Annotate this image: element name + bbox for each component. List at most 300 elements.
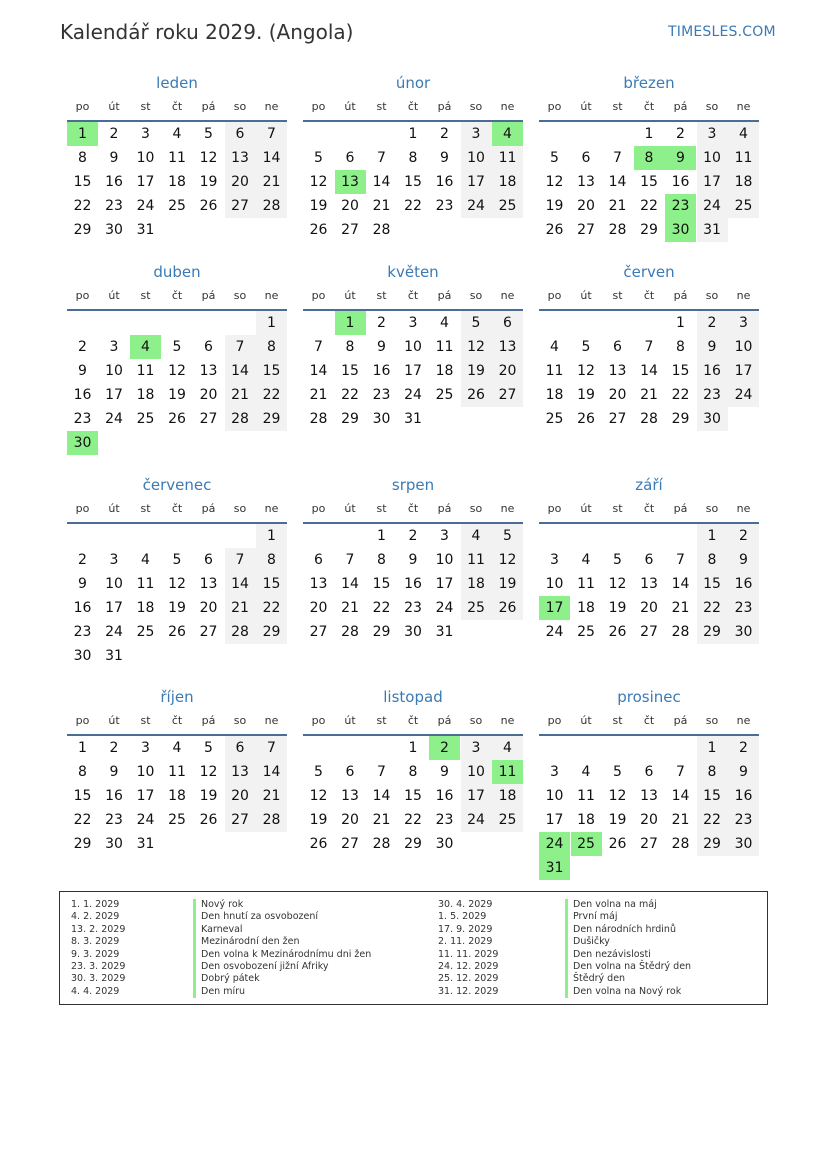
day-cell: 17 (728, 359, 759, 383)
weekday-label: pá (437, 100, 452, 113)
day-cell: 28 (225, 620, 256, 644)
day-cell: 12 (492, 548, 523, 572)
holiday-day-cell: 17 (539, 596, 570, 620)
day-cell: 2 (109, 740, 119, 756)
day-cell: 24 (136, 198, 155, 214)
day-cell: 6 (345, 150, 355, 166)
day-cell: 21 (671, 600, 690, 616)
weekday-label: po (547, 100, 562, 113)
day-cell: 4 (581, 552, 591, 568)
day-cell: 16 (671, 174, 690, 190)
day-cell: 19 (168, 387, 186, 403)
day-cell: 7 (225, 548, 256, 572)
day-cell: 26 (545, 222, 564, 238)
weekday-label: čt (171, 100, 183, 113)
day-cell: 3 (109, 552, 119, 568)
day-cell: 31 (435, 624, 454, 640)
day-cell: 8 (78, 150, 87, 166)
day-cell: 4 (141, 552, 150, 568)
day-cell: 10 (545, 788, 564, 804)
day-cell: 18 (545, 387, 564, 403)
day-cell: 4 (440, 315, 449, 331)
day-cell: 3 (550, 764, 559, 780)
day-cell: 4 (172, 740, 182, 756)
day-cell: 18 (168, 788, 186, 804)
day-cell: 26 (168, 624, 186, 640)
weekday-label: út (108, 100, 120, 113)
day-cell: 15 (372, 576, 391, 592)
day-cell: 3 (141, 740, 150, 756)
day-cell: 9 (440, 764, 449, 780)
holiday-name: Den volna na Štědrý den (565, 961, 691, 973)
weekday-label: ne (264, 714, 279, 727)
day-cell: 17 (136, 788, 155, 804)
holiday-day-cell: 25 (571, 832, 602, 856)
weekday-label: st (612, 289, 623, 302)
day-cell: 18 (492, 170, 523, 194)
day-cell: 17 (136, 174, 155, 190)
day-cell: 11 (545, 363, 564, 379)
day-cell: 14 (671, 788, 690, 804)
day-cell: 8 (697, 760, 728, 784)
holiday-legend (59, 891, 768, 1005)
day-cell: 6 (492, 311, 523, 335)
day-cell: 12 (608, 576, 627, 592)
weekday-label: po (75, 289, 90, 302)
day-cell: 29 (671, 411, 690, 427)
month-name: leden (156, 74, 198, 92)
month-name: červenec (142, 476, 212, 494)
day-cell: 14 (671, 576, 690, 592)
day-cell: 13 (640, 788, 658, 804)
holiday-name: Den míru (193, 986, 371, 998)
day-cell: 18 (136, 600, 155, 616)
day-cell: 16 (435, 174, 454, 190)
holiday-date: 11. 11. 2029 (438, 948, 499, 960)
holiday-name: Den osvobození jižní Afriky (193, 961, 371, 973)
weekday-label: ne (264, 502, 279, 515)
day-cell: 20 (341, 198, 359, 214)
day-cell: 23 (435, 198, 454, 214)
weekday-label: so (705, 714, 719, 727)
day-cell: 31 (404, 411, 422, 427)
holiday-date: 4. 2. 2029 (71, 911, 120, 923)
day-cell: 2 (408, 528, 418, 544)
day-cell: 16 (105, 174, 123, 190)
day-cell: 1 (408, 740, 418, 756)
holiday-day-cell: 1 (67, 122, 98, 146)
weekday-label: pá (437, 714, 452, 727)
day-cell: 14 (341, 576, 359, 592)
day-cell: 9 (377, 339, 386, 355)
holiday-date: 2. 11. 2029 (438, 936, 493, 948)
day-cell: 3 (728, 311, 759, 335)
day-cell: 30 (728, 832, 759, 856)
holiday-day-cell: 11 (492, 760, 523, 784)
weekday-label: so (469, 714, 483, 727)
day-cell: 26 (199, 198, 218, 214)
day-cell: 17 (404, 363, 422, 379)
weekday-label: út (344, 714, 356, 727)
day-cell: 22 (404, 812, 422, 828)
day-cell: 11 (136, 576, 155, 592)
day-cell: 4 (581, 764, 591, 780)
day-cell: 22 (256, 596, 287, 620)
day-cell: 15 (640, 174, 658, 190)
day-cell: 28 (671, 836, 690, 852)
day-cell: 27 (341, 222, 359, 238)
day-cell: 2 (697, 311, 728, 335)
weekday-label: po (75, 100, 90, 113)
weekday-header (539, 289, 759, 311)
day-cell: 17 (697, 170, 728, 194)
day-cell: 12 (168, 363, 186, 379)
day-cell: 18 (136, 387, 155, 403)
day-cell: 4 (461, 524, 492, 548)
day-cell: 21 (341, 600, 359, 616)
day-cell: 16 (697, 359, 728, 383)
day-cell: 29 (640, 222, 658, 238)
holiday-date: 1. 5. 2029 (438, 911, 487, 923)
day-cell: 2 (676, 126, 685, 142)
day-cell: 7 (314, 339, 323, 355)
month-name: září (635, 476, 663, 494)
day-cell: 27 (492, 383, 523, 407)
day-cell: 13 (199, 576, 218, 592)
day-cell: 18 (492, 784, 523, 808)
day-cell: 5 (492, 524, 523, 548)
day-cell: 17 (461, 784, 492, 808)
day-cell: 8 (408, 150, 418, 166)
day-cell: 31 (136, 222, 155, 238)
day-cell: 25 (492, 808, 523, 832)
day-cell: 31 (136, 836, 155, 852)
holiday-date: 30. 3. 2029 (71, 973, 126, 985)
holiday-date: 13. 2. 2029 (71, 923, 126, 935)
day-cell: 8 (676, 339, 685, 355)
day-cell: 9 (728, 760, 759, 784)
day-cell: 6 (225, 736, 256, 760)
day-cell: 14 (225, 572, 256, 596)
weekday-header (303, 502, 523, 524)
holiday-name: Den nezávislosti (565, 949, 691, 961)
day-cell: 1 (78, 740, 87, 756)
day-cell: 23 (73, 411, 92, 427)
day-cell: 27 (225, 194, 256, 218)
day-cell: 10 (545, 576, 564, 592)
weekday-label: st (376, 714, 387, 727)
day-cell: 9 (109, 764, 119, 780)
weekday-label: čt (171, 289, 183, 302)
legend-names-right (565, 899, 691, 998)
weekday-label: čt (171, 502, 183, 515)
day-cell: 1 (676, 315, 685, 331)
day-cell: 8 (256, 548, 287, 572)
day-cell: 19 (309, 198, 328, 214)
month-name: únor (395, 74, 431, 92)
day-cell: 30 (105, 836, 123, 852)
weekday-label: so (233, 714, 247, 727)
day-cell: 6 (204, 339, 213, 355)
day-cell: 13 (309, 576, 328, 592)
day-cell: 24 (105, 411, 123, 427)
weekday-label: pá (201, 502, 216, 515)
day-cell: 9 (408, 552, 418, 568)
day-cell: 30 (404, 624, 422, 640)
day-cell: 11 (577, 788, 595, 804)
day-cell: 5 (314, 764, 323, 780)
day-cell: 27 (341, 836, 359, 852)
day-cell: 1 (697, 736, 728, 760)
day-cell: 25 (136, 411, 155, 427)
holiday-day-cell: 23 (665, 194, 696, 218)
day-cell: 4 (172, 126, 182, 142)
day-cell: 11 (492, 146, 523, 170)
day-cell: 14 (256, 146, 287, 170)
day-cell: 3 (141, 126, 150, 142)
day-cell: 18 (728, 170, 759, 194)
day-cell: 1 (256, 524, 287, 548)
weekday-label: ne (736, 714, 751, 727)
weekday-label: út (344, 289, 356, 302)
day-cell: 19 (577, 387, 595, 403)
weekday-label: st (376, 100, 387, 113)
day-cell: 18 (435, 363, 454, 379)
day-cell: 3 (440, 528, 449, 544)
holiday-name: Den volna na máj (565, 899, 691, 911)
day-cell: 23 (105, 812, 123, 828)
day-cell: 23 (697, 383, 728, 407)
weekday-header (67, 502, 287, 524)
day-cell: 1 (644, 126, 654, 142)
day-cell: 28 (341, 624, 359, 640)
day-cell: 12 (608, 788, 627, 804)
day-cell: 10 (136, 764, 155, 780)
day-cell: 5 (172, 552, 182, 568)
holiday-name: První máj (565, 911, 691, 923)
page-title: Kalendář roku 2029. (Angola) (60, 20, 354, 44)
day-cell: 2 (728, 524, 759, 548)
day-cell: 14 (309, 363, 328, 379)
day-cell: 16 (435, 788, 454, 804)
weekday-label: pá (201, 289, 216, 302)
day-cell: 3 (461, 122, 492, 146)
weekday-label: st (376, 289, 387, 302)
day-cell: 9 (728, 548, 759, 572)
day-cell: 11 (168, 764, 186, 780)
day-cell: 14 (372, 174, 391, 190)
holiday-name: Den volna k Mezinárodnímu dni žen (193, 949, 371, 961)
day-cell: 30 (105, 222, 123, 238)
day-cell: 19 (461, 359, 492, 383)
weekday-label: ne (500, 502, 515, 515)
day-cell: 10 (728, 335, 759, 359)
brand-link[interactable]: TIMESLES.COM (668, 24, 776, 40)
day-cell: 8 (377, 552, 386, 568)
day-cell: 11 (435, 339, 454, 355)
holiday-date: 8. 3. 2029 (71, 936, 120, 948)
day-cell: 10 (105, 363, 123, 379)
weekday-label: st (612, 100, 623, 113)
day-cell: 14 (608, 174, 627, 190)
day-cell: 2 (440, 126, 449, 142)
day-cell: 19 (309, 812, 328, 828)
day-cell: 25 (168, 812, 186, 828)
day-cell: 25 (577, 624, 595, 640)
day-cell: 6 (613, 339, 622, 355)
day-cell: 17 (461, 170, 492, 194)
holiday-name: Den hnutí za osvobození (193, 911, 371, 923)
day-cell: 13 (225, 146, 256, 170)
weekday-label: út (580, 714, 592, 727)
day-cell: 7 (225, 335, 256, 359)
day-cell: 6 (204, 552, 213, 568)
day-cell: 11 (461, 548, 492, 572)
weekday-label: st (612, 714, 623, 727)
day-cell: 22 (341, 387, 359, 403)
day-cell: 3 (408, 315, 418, 331)
day-cell: 17 (545, 812, 564, 828)
day-cell: 11 (728, 146, 759, 170)
day-cell: 5 (314, 150, 323, 166)
legend-names-left (193, 899, 371, 998)
day-cell: 7 (256, 122, 287, 146)
weekday-label: čt (407, 100, 419, 113)
weekday-label: so (705, 100, 719, 113)
day-cell: 6 (314, 552, 323, 568)
weekday-label: po (311, 100, 326, 113)
weekday-label: so (469, 289, 483, 302)
day-cell: 23 (728, 596, 759, 620)
day-cell: 15 (341, 363, 359, 379)
holiday-day-cell: 30 (67, 431, 98, 455)
holiday-name: Štědrý den (565, 973, 691, 985)
day-cell: 8 (256, 335, 287, 359)
day-cell: 6 (644, 552, 654, 568)
weekday-label: út (580, 289, 592, 302)
day-cell: 2 (78, 339, 87, 355)
day-cell: 26 (577, 411, 595, 427)
day-cell: 18 (168, 174, 186, 190)
weekday-label: ne (264, 289, 279, 302)
holiday-name: Dušičky (565, 936, 691, 948)
day-cell: 8 (78, 764, 87, 780)
weekday-label: ne (500, 289, 515, 302)
day-cell: 25 (435, 387, 454, 403)
day-cell: 12 (199, 764, 218, 780)
day-cell: 29 (73, 222, 92, 238)
day-cell: 22 (697, 596, 728, 620)
day-cell: 20 (640, 600, 658, 616)
weekday-label: st (140, 289, 151, 302)
day-cell: 21 (309, 387, 328, 403)
day-cell: 26 (168, 411, 186, 427)
day-cell: 25 (545, 411, 564, 427)
day-cell: 24 (697, 194, 728, 218)
day-cell: 15 (73, 788, 92, 804)
weekday-label: st (140, 502, 151, 515)
day-cell: 17 (105, 600, 123, 616)
day-cell: 25 (168, 198, 186, 214)
day-cell: 22 (697, 808, 728, 832)
day-cell: 16 (73, 600, 92, 616)
day-cell: 16 (728, 572, 759, 596)
holiday-day-cell: 30 (665, 218, 696, 242)
day-cell: 24 (728, 383, 759, 407)
month-name: říjen (160, 688, 194, 706)
day-cell: 12 (461, 335, 492, 359)
day-cell: 27 (577, 222, 595, 238)
day-cell: 28 (608, 222, 627, 238)
weekday-header (303, 100, 523, 122)
weekday-header (67, 289, 287, 311)
day-cell: 29 (341, 411, 359, 427)
day-cell: 26 (608, 624, 627, 640)
day-cell: 3 (461, 736, 492, 760)
day-cell: 29 (404, 836, 422, 852)
day-cell: 21 (256, 170, 287, 194)
day-cell: 22 (671, 387, 690, 403)
holiday-day-cell: 13 (335, 170, 366, 194)
day-cell: 22 (404, 198, 422, 214)
day-cell: 12 (545, 174, 564, 190)
day-cell: 10 (461, 760, 492, 784)
holiday-name: Karneval (193, 924, 371, 936)
day-cell: 19 (608, 812, 627, 828)
day-cell: 14 (640, 363, 658, 379)
day-cell: 7 (613, 150, 622, 166)
day-cell: 29 (697, 832, 728, 856)
day-cell: 19 (199, 174, 218, 190)
day-cell: 27 (640, 836, 658, 852)
day-cell: 13 (492, 335, 523, 359)
weekday-header (539, 100, 759, 122)
day-cell: 12 (199, 150, 218, 166)
weekday-label: st (140, 100, 151, 113)
day-cell: 18 (461, 572, 492, 596)
day-cell: 9 (697, 335, 728, 359)
day-cell: 15 (404, 174, 422, 190)
day-cell: 7 (644, 339, 654, 355)
day-cell: 29 (256, 620, 287, 644)
day-cell: 30 (435, 836, 454, 852)
day-cell: 5 (204, 740, 213, 756)
day-cell: 5 (613, 552, 622, 568)
day-cell: 15 (697, 572, 728, 596)
weekday-label: út (344, 502, 356, 515)
holiday-date: 23. 3. 2029 (71, 960, 126, 972)
day-cell: 13 (225, 760, 256, 784)
day-cell: 26 (309, 222, 328, 238)
weekday-label: čt (643, 714, 655, 727)
month-name: duben (153, 263, 201, 281)
weekday-label: ne (736, 100, 751, 113)
day-cell: 5 (461, 311, 492, 335)
day-cell: 6 (345, 764, 355, 780)
weekday-label: pá (673, 100, 688, 113)
month-name: červen (623, 263, 675, 281)
day-cell: 11 (577, 576, 595, 592)
day-cell: 23 (372, 387, 391, 403)
holiday-day-cell: 9 (665, 146, 696, 170)
day-cell: 19 (545, 198, 564, 214)
day-cell: 23 (404, 600, 422, 616)
day-cell: 15 (404, 788, 422, 804)
day-cell: 29 (256, 407, 287, 431)
day-cell: 13 (577, 174, 595, 190)
holiday-date: 17. 9. 2029 (438, 923, 493, 935)
day-cell: 12 (309, 174, 328, 190)
